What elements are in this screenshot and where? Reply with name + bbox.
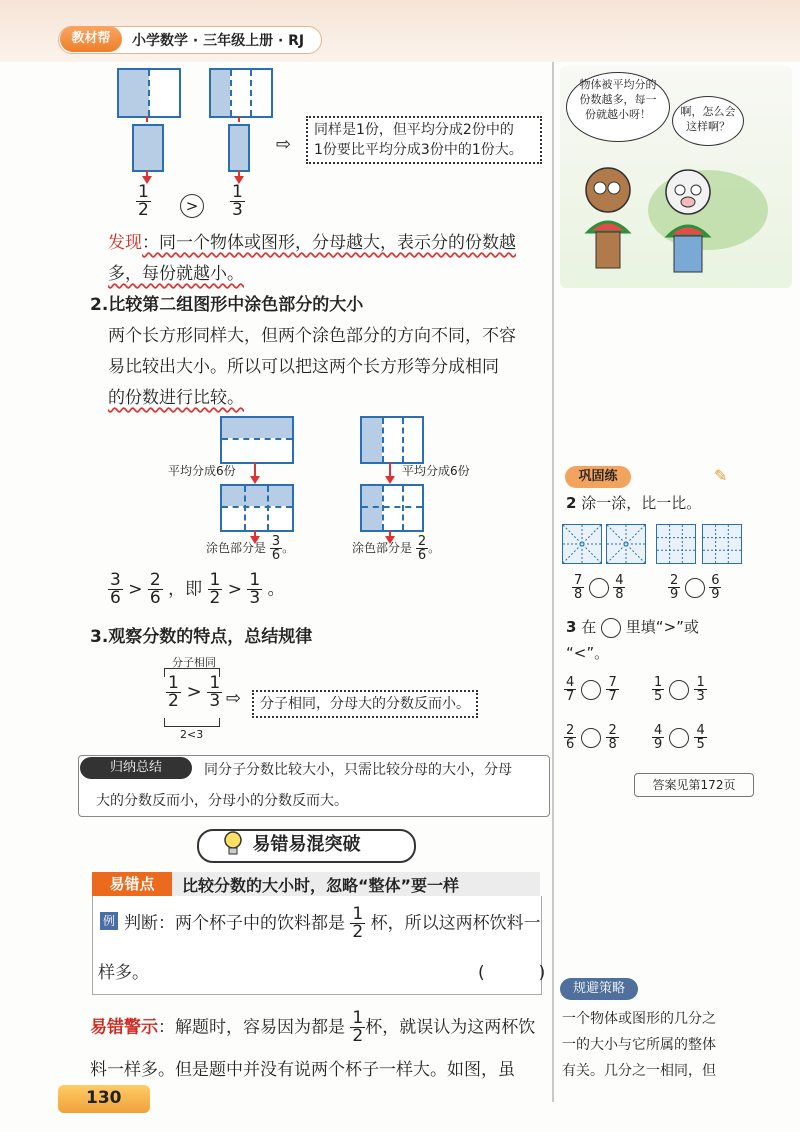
q2-text: 涂一涂，比一比。	[581, 494, 702, 512]
q3-text: “<”。	[566, 644, 610, 662]
denominator-compare-label: 2<3	[180, 728, 204, 741]
answer-circle[interactable]	[581, 728, 601, 748]
lightbulb-icon	[222, 829, 244, 859]
answer-circle[interactable]	[669, 728, 689, 748]
shaded-half	[119, 70, 149, 116]
split-label-right: 平均分成6份	[402, 464, 470, 478]
section2-heading: 2.比较第二组图形中涂色部分的大小	[90, 295, 364, 315]
error-title: 比较分数的大小时，忽略“整体”要一样	[182, 876, 460, 895]
page-number: 130	[86, 1088, 122, 1108]
rect-grid-right	[360, 484, 424, 532]
q2-number: 2	[566, 494, 577, 512]
section2-body	[108, 321, 548, 414]
warning-label: 易错警示	[90, 1017, 158, 1038]
gt-sign: >	[128, 579, 143, 600]
speech-bubble-right: 啊，怎么会这样啊？	[672, 96, 744, 146]
strategy-text	[562, 1006, 792, 1084]
rect-half	[117, 68, 181, 118]
rect-third	[209, 68, 273, 118]
shaded-result-left: 涂色部分是 $\frac{3}{6}$ 。	[206, 534, 295, 563]
example-line: 样多。	[98, 963, 149, 983]
body-line: 易比较出大小。所以可以把这两个长方形等分成相同	[108, 357, 499, 377]
example-tag: 例	[100, 912, 118, 930]
note-line: 1份要比平均分成3份中的1份大。	[314, 142, 523, 158]
gt-sign: >	[186, 681, 202, 703]
discovery-line: 多，每份就越小。	[108, 264, 244, 284]
discovery-line: ：同一个物体或图形，分母越大，表示分的份数越	[142, 233, 516, 253]
q3-item-4: $\frac{4}{9}$ $\frac{4}{5}$	[654, 723, 705, 752]
divider	[148, 70, 150, 116]
rect-vertical	[360, 416, 424, 464]
rule-fractions: $\frac{1}{2}$ > $\frac{1}{3}$	[168, 673, 221, 711]
grid-square-star[interactable]	[562, 524, 602, 564]
divider	[250, 70, 252, 116]
example-text: 判断：两个杯子中的饮料都是	[124, 913, 345, 934]
shaded-left	[362, 418, 382, 462]
rect-horizontal	[220, 416, 294, 464]
note-box	[306, 116, 542, 164]
divider	[402, 486, 404, 530]
numerator-same-label: 分子相同	[172, 656, 216, 669]
rule-note: 分子相同，分母大的分数反而小。	[252, 690, 478, 718]
note-line: 同样是1份，但平均分成2份中的	[314, 122, 514, 138]
pencil-icon: ✎	[714, 466, 728, 485]
hollow-arrow-icon: ⇨	[226, 688, 242, 709]
header-tag: 教材帮	[60, 26, 122, 52]
example-text: 杯，所以这两杯饮料一	[370, 913, 541, 934]
result-connector: ，即	[168, 579, 203, 600]
result-end: 。	[267, 579, 285, 600]
shaded-left	[362, 486, 382, 530]
arrow-head	[250, 476, 260, 484]
grid-square-star[interactable]	[606, 524, 646, 564]
arrow	[146, 116, 148, 122]
section3-heading: 3.观察分数的特点，总结规律	[90, 627, 313, 647]
summary-line: 大的分数反而小，分母小的分数反而大。	[96, 793, 348, 809]
divider	[362, 506, 422, 508]
divider	[382, 486, 384, 530]
bracket-bottom	[164, 718, 220, 727]
compare-symbol: >	[180, 194, 204, 218]
answer-circle[interactable]	[581, 680, 601, 700]
book-title: 小学数学 · 三年级上册 · RJ	[132, 33, 305, 49]
split-label-left: 平均分成6份	[168, 464, 236, 478]
strategy-line: 一个物体或图形的几分之	[562, 1011, 716, 1027]
fraction-one-third: $\frac{1}{3}$	[232, 182, 243, 220]
divider	[267, 486, 269, 530]
divider	[222, 438, 292, 440]
answer-paren[interactable]: ( )	[478, 963, 546, 983]
divider	[402, 418, 404, 462]
summary-line: 同分子分数比较大小，只需比较分母的大小，分母	[204, 762, 512, 778]
circle-symbol	[601, 618, 621, 638]
warning-text: ：解题时，容易因为都是	[158, 1017, 345, 1038]
strategy-line: 一的大小与它所属的整体	[562, 1037, 716, 1053]
hollow-arrow-icon: ⇨	[276, 134, 292, 155]
shaded-third	[211, 70, 230, 116]
divider	[244, 486, 246, 530]
answer-reference[interactable]: 答案见第172页	[634, 773, 754, 797]
half-piece	[132, 124, 164, 172]
body-line: 两个长方形同样大，但两个涂色部分的方向不同，不容	[108, 326, 516, 346]
rect-grid-left	[220, 484, 294, 532]
warning-text: 杯，就误认为这两杯饮	[365, 1017, 536, 1038]
q3-item-2: $\frac{1}{5}$ $\frac{1}{3}$	[654, 675, 705, 704]
characters-eating-watermelon-icon	[568, 150, 768, 280]
q3-item-1: $\frac{4}{7}$ $\frac{7}{7}$	[566, 675, 617, 704]
body-line: 的份数进行比较。	[108, 388, 244, 408]
error-banner: 易错易混突破	[197, 829, 416, 863]
answer-circle[interactable]	[589, 578, 609, 598]
shaded-top	[222, 418, 292, 438]
strategy-line: 有关。几分之一相同，但	[562, 1063, 716, 1079]
warning-line: 易错警示：解题时，容易因为都是 $\frac{1}{2}$ 杯，就误认为这两杯饮	[90, 1008, 536, 1046]
q3-number: 3	[566, 618, 577, 636]
error-tag: 易错点	[92, 872, 172, 896]
q2-compare-a: $\frac{7}{8}$ $\frac{4}{8}$	[574, 573, 624, 602]
answer-circle[interactable]	[669, 680, 689, 700]
divider	[230, 70, 232, 116]
grid-square-nine[interactable]	[702, 524, 742, 564]
third-piece	[228, 124, 250, 172]
speech-bubble-left: 物体被平均分的份数越多，每一份就越小呀！	[566, 72, 670, 142]
divider	[382, 418, 384, 462]
divider	[222, 506, 292, 508]
q2	[566, 492, 701, 513]
example-line: 判断：两个杯子中的饮料都是 $\frac{1}{2}$ 杯，所以这两杯饮料一	[124, 904, 541, 942]
q3-text: 里填“>”或	[625, 618, 699, 636]
answer-circle[interactable]	[685, 578, 705, 598]
warning-line: 料一样多。但是题中并没有说两个杯子一样大。如图，虽	[90, 1060, 515, 1080]
grid-square-nine[interactable]	[656, 524, 696, 564]
discovery-label: 发现	[108, 233, 142, 253]
shaded-label: 涂色部分是	[206, 541, 267, 555]
shaded-label: 涂色部分是	[352, 541, 413, 555]
q3-text: 在	[581, 618, 597, 636]
shaded-top	[222, 486, 292, 506]
discovery	[108, 228, 548, 290]
practice-tag: 巩固练	[565, 466, 631, 488]
q3-item-3: $\frac{2}{6}$ $\frac{2}{8}$	[566, 723, 617, 752]
summary-tag: 归纳总结	[80, 757, 192, 779]
gt-sign: >	[227, 579, 243, 600]
arrow-head	[385, 476, 395, 484]
fraction-one-half: $\frac{1}{2}$	[138, 182, 149, 220]
q3	[566, 614, 746, 666]
column-divider	[552, 62, 554, 1102]
shaded-result-right: 涂色部分是 $\frac{2}{6}$ 。	[352, 534, 441, 563]
section2-result: $\frac{3}{6}$ > $\frac{2}{6}$ ，即 $\frac{1}{2}$ > $\frac{1}{3}$ 。	[110, 570, 285, 608]
arrow	[238, 116, 240, 122]
strategy-tag: 规避策略	[560, 978, 638, 1000]
q2-compare-b: $\frac{2}{9}$ $\frac{6}{9}$	[670, 573, 720, 602]
